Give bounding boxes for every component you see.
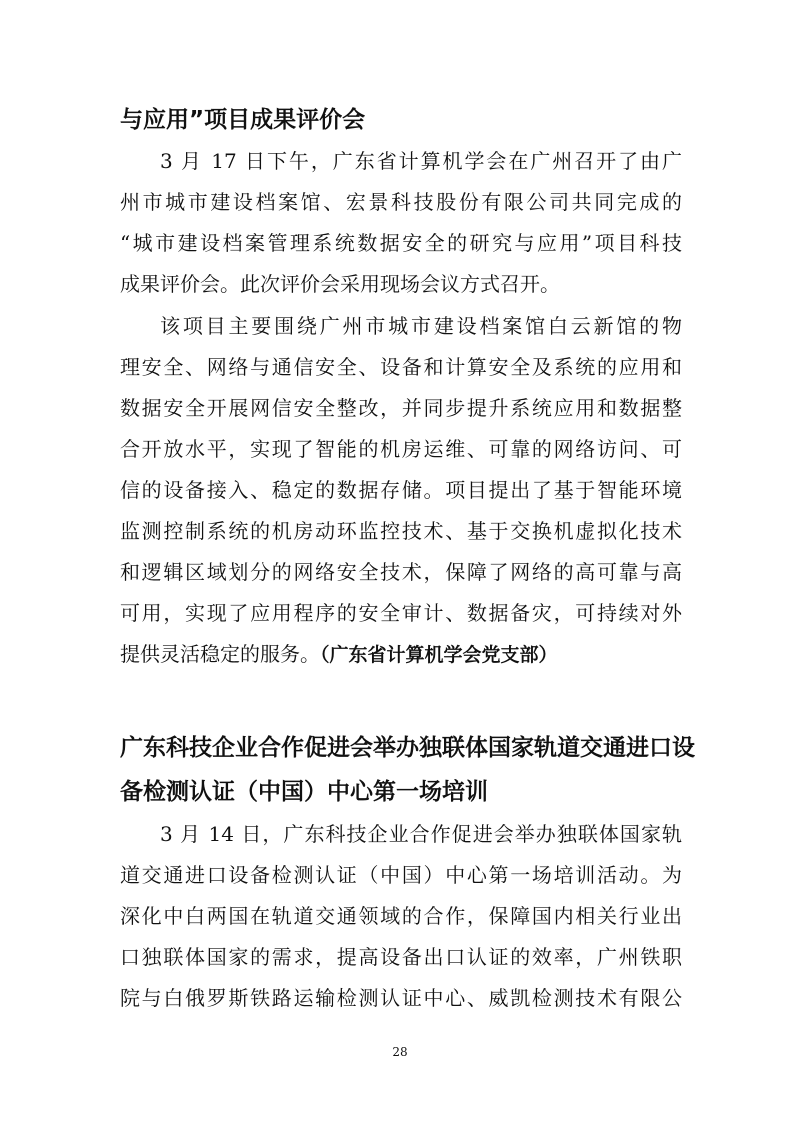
article1-p2-line-6: 监测控制系统的机房动环监控技术、基于交换机虚拟化技术 (120, 519, 682, 543)
article1-source: （广东省计算机学会党支部） (320, 644, 558, 666)
article1-p2-line-9 (120, 634, 682, 675)
article1-p2-line-5: 信的设备接入、稳定的数据存储。项目提出了基于智能环境 (120, 478, 682, 502)
article1-p2-line-2: 理安全、网络与通信安全、设备和计算安全及系统的应用和 (120, 355, 682, 379)
article1-p2-line-1: 该项目主要围绕广州市城市建设档案馆白云新馆的物 (160, 314, 682, 338)
article2-title-line-2: 备检测认证（中国）中心第一场培训 (120, 779, 488, 805)
article2-p1-line-2: 道交通进口设备检测认证（中国）中心第一场培训活动。为 (120, 863, 682, 887)
page-number: 28 (392, 1045, 408, 1059)
article1-p2-line-7: 和逻辑区域划分的网络安全技术，保障了网络的高可靠与高 (120, 560, 682, 584)
article1-p2-last-text: 提供灵活稳定的服务。 (120, 642, 320, 666)
article2-p1-line-5: 院与白俄罗斯铁路运输检测认证中心、威凯检测技术有限公 (120, 986, 682, 1010)
article1-p2-line-4: 合开放水平，实现了智能的机房运维、可靠的网络访问、可 (120, 437, 682, 461)
article1-p1-line-1: 3 月 17 日下午，广东省计算机学会在广州召开了由广 (160, 149, 682, 173)
article1-p1-line-2: 州市城市建设档案馆、宏景科技股份有限公司共同完成的 (120, 190, 682, 214)
article1-p2-line-8: 可用，实现了应用程序的安全审计、数据备灾，可持续对外 (120, 601, 682, 625)
article1-p1-line-4: 成果评价会。此次评价会采用现场会议方式召开。 (120, 272, 560, 296)
article2-p1-line-4: 口独联体国家的需求，提高设备出口认证的效率，广州铁职 (120, 945, 682, 969)
article1-title-tail: 与应用”项目成果评价会 (120, 107, 366, 133)
article1-p2-line-3: 数据安全开展网信安全整改，并同步提升系统应用和数据整 (120, 396, 682, 420)
article2-p1-line-3: 深化中白两国在轨道交通领域的合作，保障国内相关行业出 (120, 904, 682, 928)
article2-p1-line-1: 3 月 14 日，广东科技企业合作促进会举办独联体国家轨 (160, 822, 682, 846)
article2-title-line-1: 广东科技企业合作促进会举办独联体国家轨道交通进口设 (120, 735, 695, 761)
article1-p1-line-3: “城市建设档案管理系统数据安全的研究与应用”项目科技 (120, 231, 682, 255)
